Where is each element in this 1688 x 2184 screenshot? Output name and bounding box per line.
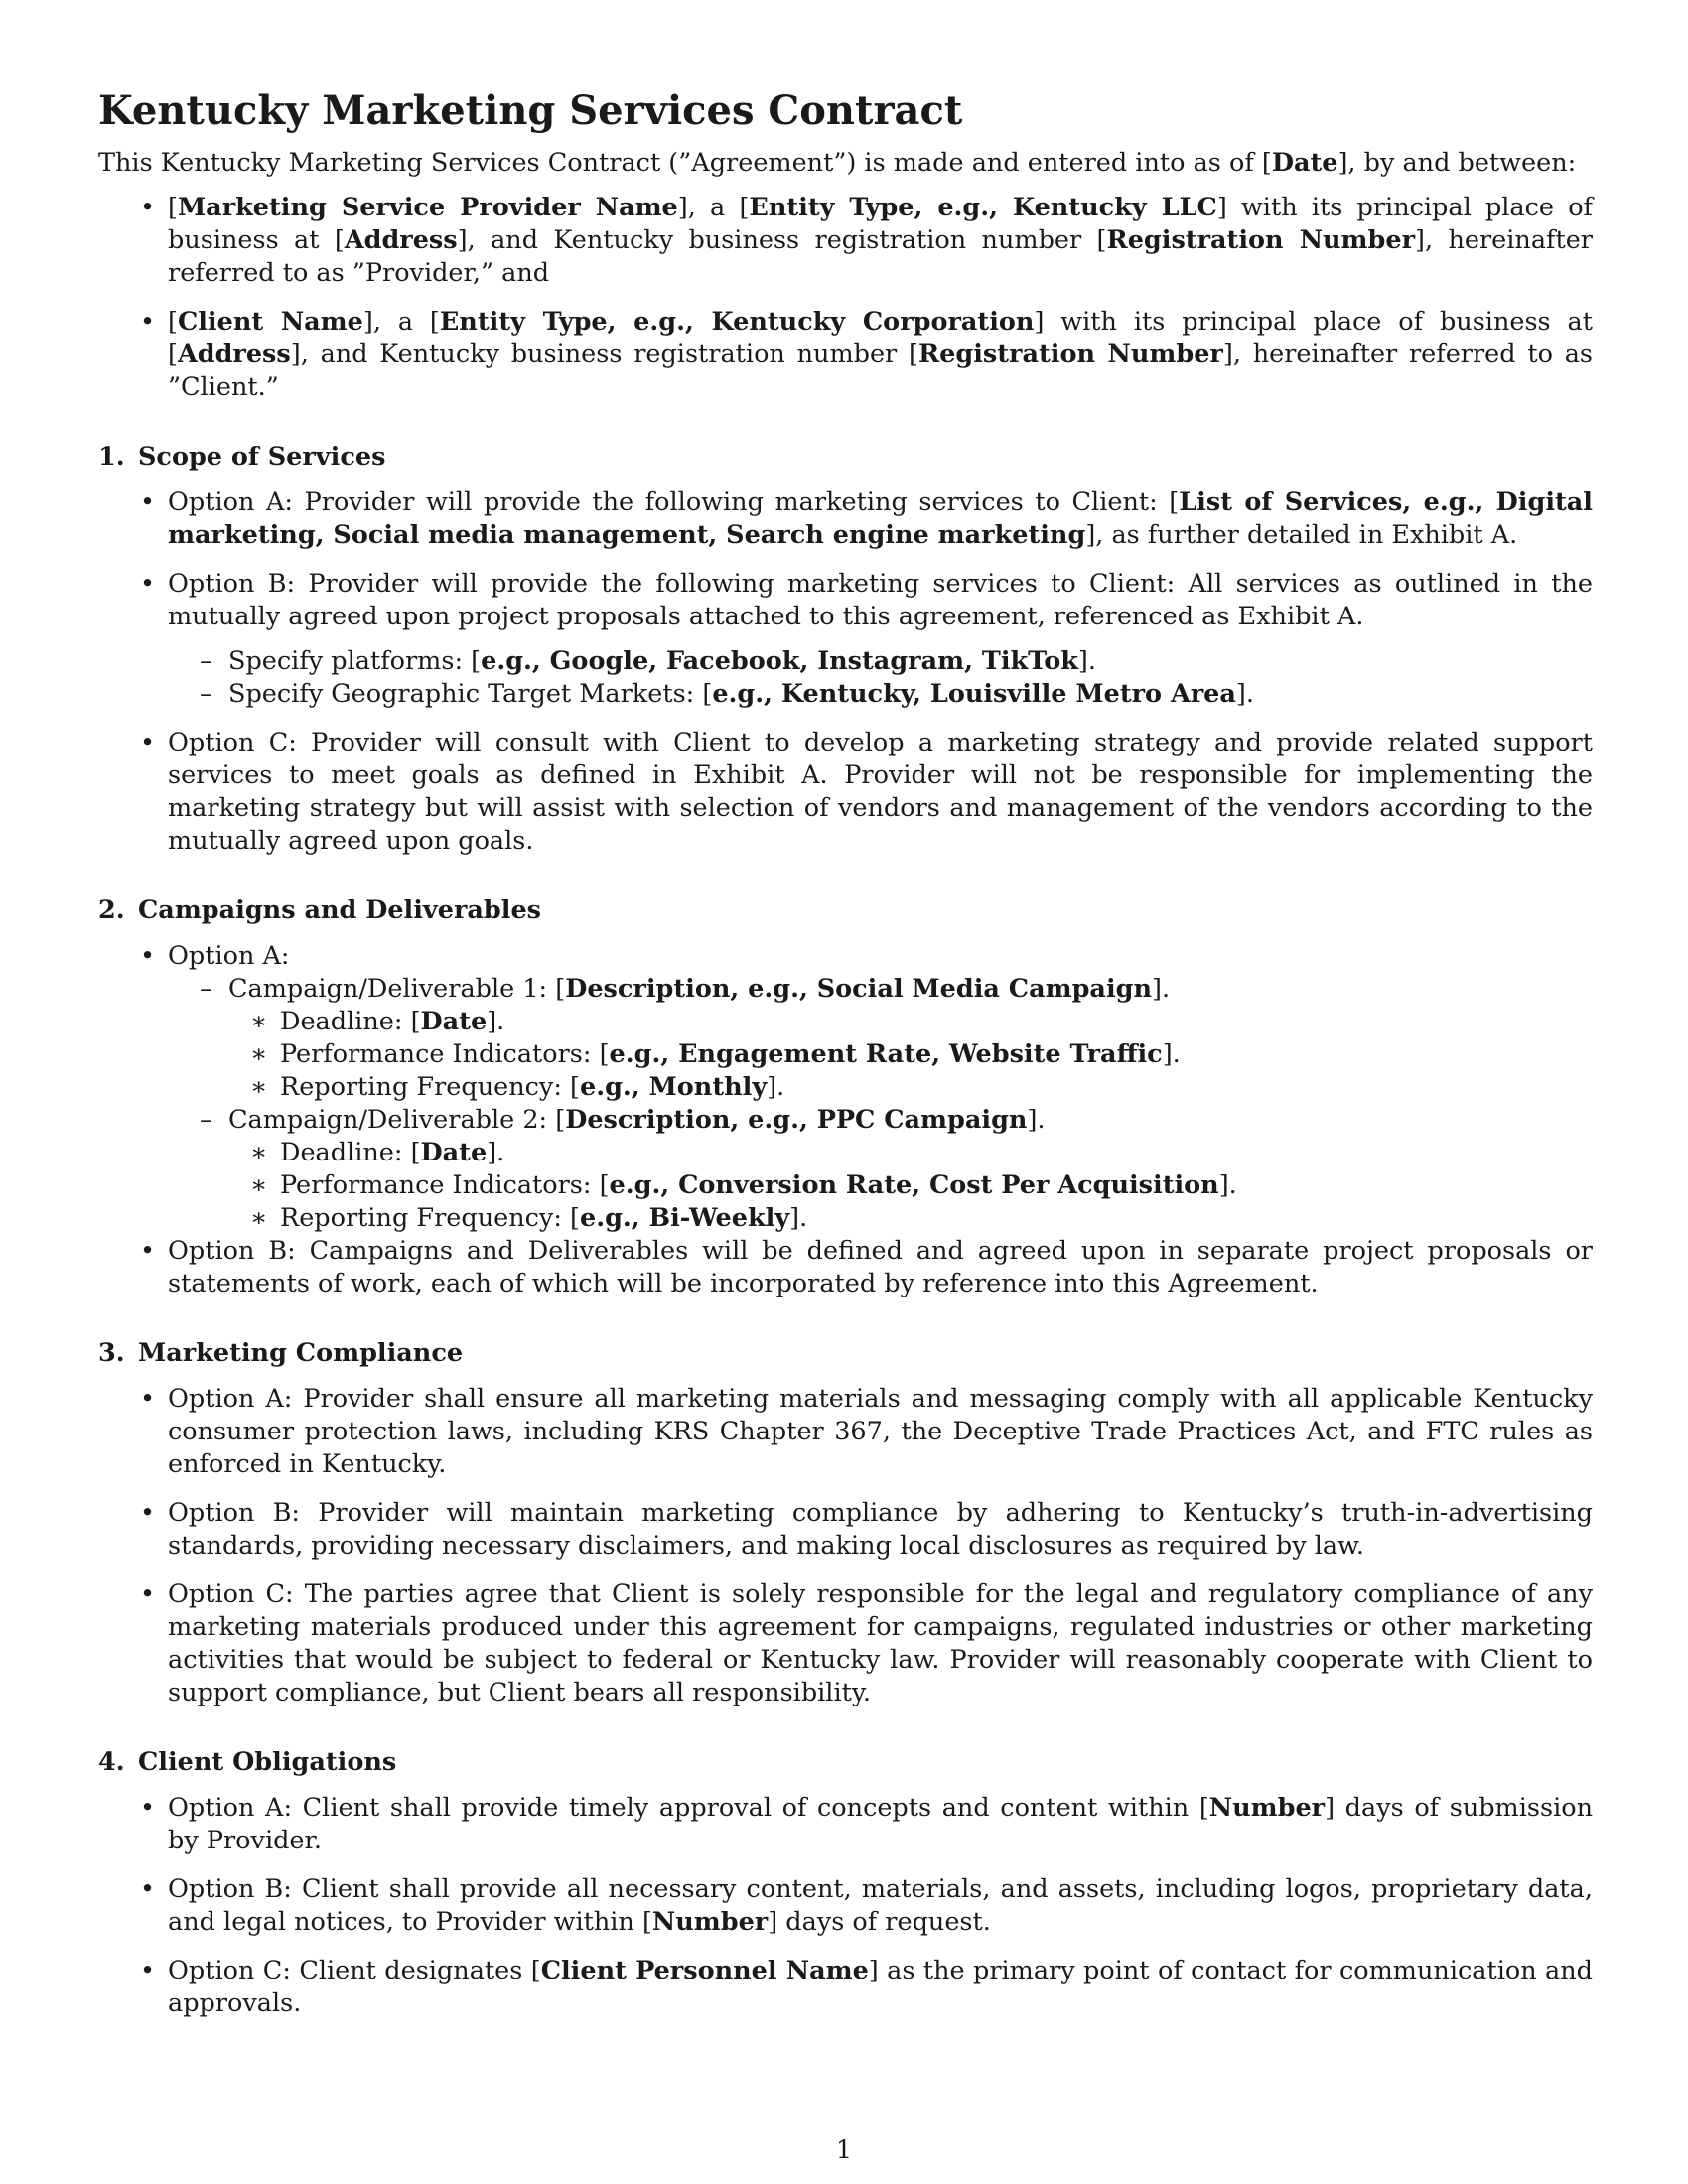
markets-placeholder: e.g., Kentucky, Louisville Metro Area (712, 679, 1236, 709)
date-placeholder: Date (1271, 148, 1338, 178)
obligations-option-a: • Option A: Client shall provide timely approval of concepts and content within [Number] days of submission by Provider. (98, 1792, 1593, 1857)
delivery-days-placeholder: Number (651, 1907, 769, 1937)
obligations-option-b: • Option B: Client shall provide all necessary content, materials, and assets, including logos, proprietary data, and legal notices, to Provider within [Number] days of request. (98, 1873, 1593, 1939)
intro-text: ], by and between: (1337, 148, 1577, 178)
campaign-2: – Campaign/Deliverable 2: [Description, e.g., PPC Campaign]. ∗ Deadline: [Date]. ∗ Performance Indicators: [e.g., Conversion Rate, Cost Per Acquisition]. ∗ Reporting Frequency: [e.g., Bi-Weekly]. (168, 1104, 1593, 1235)
campaign-2-kpi: ∗ Performance Indicators: [e.g., Conversion Rate, Cost Per Acquisition]. (228, 1169, 1593, 1202)
scope-option-b-sublist (168, 645, 1593, 711)
client-name-placeholder: Client Name (177, 307, 363, 337)
campaign-1: – Campaign/Deliverable 1: [Description, e.g., Social Media Campaign]. ∗ Deadline: [Date]. ∗ Performance Indicators: [e.g., Engagement Rate, Website Traffic]. ∗ Reporting Frequency: [e.g., Monthly]. (168, 973, 1593, 1104)
section-heading-compliance: 3. Marketing Compliance (98, 1338, 464, 1368)
campaign-1-details (228, 1006, 1593, 1104)
compliance-options-list (98, 1383, 1593, 1709)
client-address-placeholder: Address (177, 340, 291, 369)
intro-paragraph (98, 147, 1593, 180)
page-number: 1 (835, 2135, 853, 2165)
scope-option-b: • Option B: Provider will provide the following marketing services to Client: All services as outlined in the mutually agreed upon project proposals attached to this agreement, referenced as Exhibit A. – Specify platforms: [e.g., Google, Facebook, Instagram, TikTok]. – Specify Geographic Target Markets: [e.g., Kentucky, Louisville Metro Area]. (98, 568, 1593, 711)
section-heading-scope: 1. Scope of Services (98, 442, 386, 472)
campaign-1-frequency: ∗ Reporting Frequency: [e.g., Monthly]. (228, 1071, 1593, 1104)
section-heading-client-obligations: 4. Client Obligations (98, 1747, 397, 1777)
compliance-option-a: • Option A: Provider shall ensure all marketing materials and messaging comply with all applicable Kentucky consumer protection laws, including KRS Chapter 367, the Deceptive Trade Practices Act, and FTC rules as enforced in Kentucky. (98, 1383, 1593, 1481)
platforms-item: – Specify platforms: [e.g., Google, Facebook, Instagram, TikTok]. (168, 645, 1593, 678)
provider-name-placeholder: Marketing Service Provider Name (177, 193, 678, 222)
campaign-1-kpi: ∗ Performance Indicators: [e.g., Engagement Rate, Website Traffic]. (228, 1038, 1593, 1071)
party-provider: • [Marketing Service Provider Name], a [Entity Type, e.g., Kentucky LLC] with its principal place of business at [Address], and Kentucky business registration number [Registration Number], hereinafter referred to as ”Provider,” and (98, 192, 1593, 290)
party-client: • [Client Name], a [Entity Type, e.g., Kentucky Corporation] with its principal place of business at [Address], and Kentucky business registration number [Registration Number], hereinafter referred to as ”Client.” (98, 306, 1593, 404)
scope-option-c: • Option C: Provider will consult with Client to develop a marketing strategy and provide related support services to meet goals as defined in Exhibit A. Provider will not be responsible for implementing the marketing strategy but will assist with selection of vendors and management of the vendors according to the mutually agreed upon goals. (98, 727, 1593, 858)
client-registration-placeholder: Registration Number (917, 340, 1223, 369)
obligations-options-list (98, 1792, 1593, 2020)
scope-options-list (98, 486, 1593, 858)
campaigns-options-list (98, 940, 1593, 1300)
platforms-placeholder: e.g., Google, Facebook, Instagram, TikTok (481, 646, 1078, 676)
scope-option-a: • Option A: Provider will provide the following marketing services to Client: [List of Services, e.g., Digital marketing, Social media management, Search engine marketing], as further detailed in Exhibit A. (98, 486, 1593, 552)
client-entity-type-placeholder: Entity Type, e.g., Kentucky Corporation (439, 307, 1035, 337)
document-title: Kentucky Marketing Services Contract (98, 87, 963, 134)
campaign-list (168, 973, 1593, 1235)
provider-address-placeholder: Address (344, 225, 458, 255)
services-list-placeholder: List of Services, e.g., Digital marketing, Social media management, Search engine marketing (168, 487, 1593, 550)
provider-registration-placeholder: Registration Number (1106, 225, 1416, 255)
campaign-1-description-placeholder: Description, e.g., Social Media Campaign (565, 974, 1153, 1004)
campaigns-option-a: • Option A: – Campaign/Deliverable 1: [Description, e.g., Social Media Campaign]. ∗ Deadline: [Date]. ∗ Performance Indicators: [e.g., Engagement Rate, Website Traffic]. ∗ Reporting Frequency: [e.g., Monthly]. – Campaign/Deliverable 2: [Description, e.g., PPC Campaign]. ∗ Deadline: [Date]. ∗ Performance Indicators: [e.g., Conversion Rate, Cost Per Acquisition]. ∗ Reporting Frequency: [e.g., Bi-Weekly]. (98, 940, 1593, 1235)
approval-days-placeholder: Number (1208, 1793, 1326, 1823)
compliance-option-c: • Option C: The parties agree that Client is solely responsible for the legal and regulatory compliance of any marketing materials produced under this agreement for campaigns, regulated industries or other marketing activities that would be subject to federal or Kentucky law. Provider will reasonably cooperate with Client to support compliance, but Client bears all responsibility. (98, 1578, 1593, 1709)
compliance-option-b: • Option B: Provider will maintain marketing compliance by adhering to Kentucky’s truth-in-advertising standards, providing necessary disclaimers, and making local disclosures as required by law. (98, 1497, 1593, 1563)
campaigns-option-b: • Option B: Campaigns and Deliverables will be defined and agreed upon in separate project proposals or statements of work, each of which will be incorporated by reference into this Agreement. (98, 1235, 1593, 1300)
section-heading-campaigns: 2. Campaigns and Deliverables (98, 895, 542, 925)
obligations-option-c: • Option C: Client designates [Client Personnel Name] as the primary point of contact for communication and approvals. (98, 1955, 1593, 2020)
campaign-2-frequency: ∗ Reporting Frequency: [e.g., Bi-Weekly]. (228, 1202, 1593, 1235)
client-personnel-placeholder: Client Personnel Name (540, 1956, 869, 1985)
campaign-2-details (228, 1137, 1593, 1235)
markets-item: – Specify Geographic Target Markets: [e.g., Kentucky, Louisville Metro Area]. (168, 678, 1593, 711)
intro-text: This Kentucky Marketing Services Contract (”Agreement”) is made and entered into as of [ (98, 148, 1272, 178)
campaign-2-deadline: ∗ Deadline: [Date]. (228, 1137, 1593, 1169)
contract-page (98, 87, 1593, 2020)
parties-list (98, 192, 1593, 404)
provider-entity-type-placeholder: Entity Type, e.g., Kentucky LLC (749, 193, 1217, 222)
campaign-2-description-placeholder: Description, e.g., PPC Campaign (565, 1105, 1028, 1135)
campaign-1-deadline: ∗ Deadline: [Date]. (228, 1006, 1593, 1038)
